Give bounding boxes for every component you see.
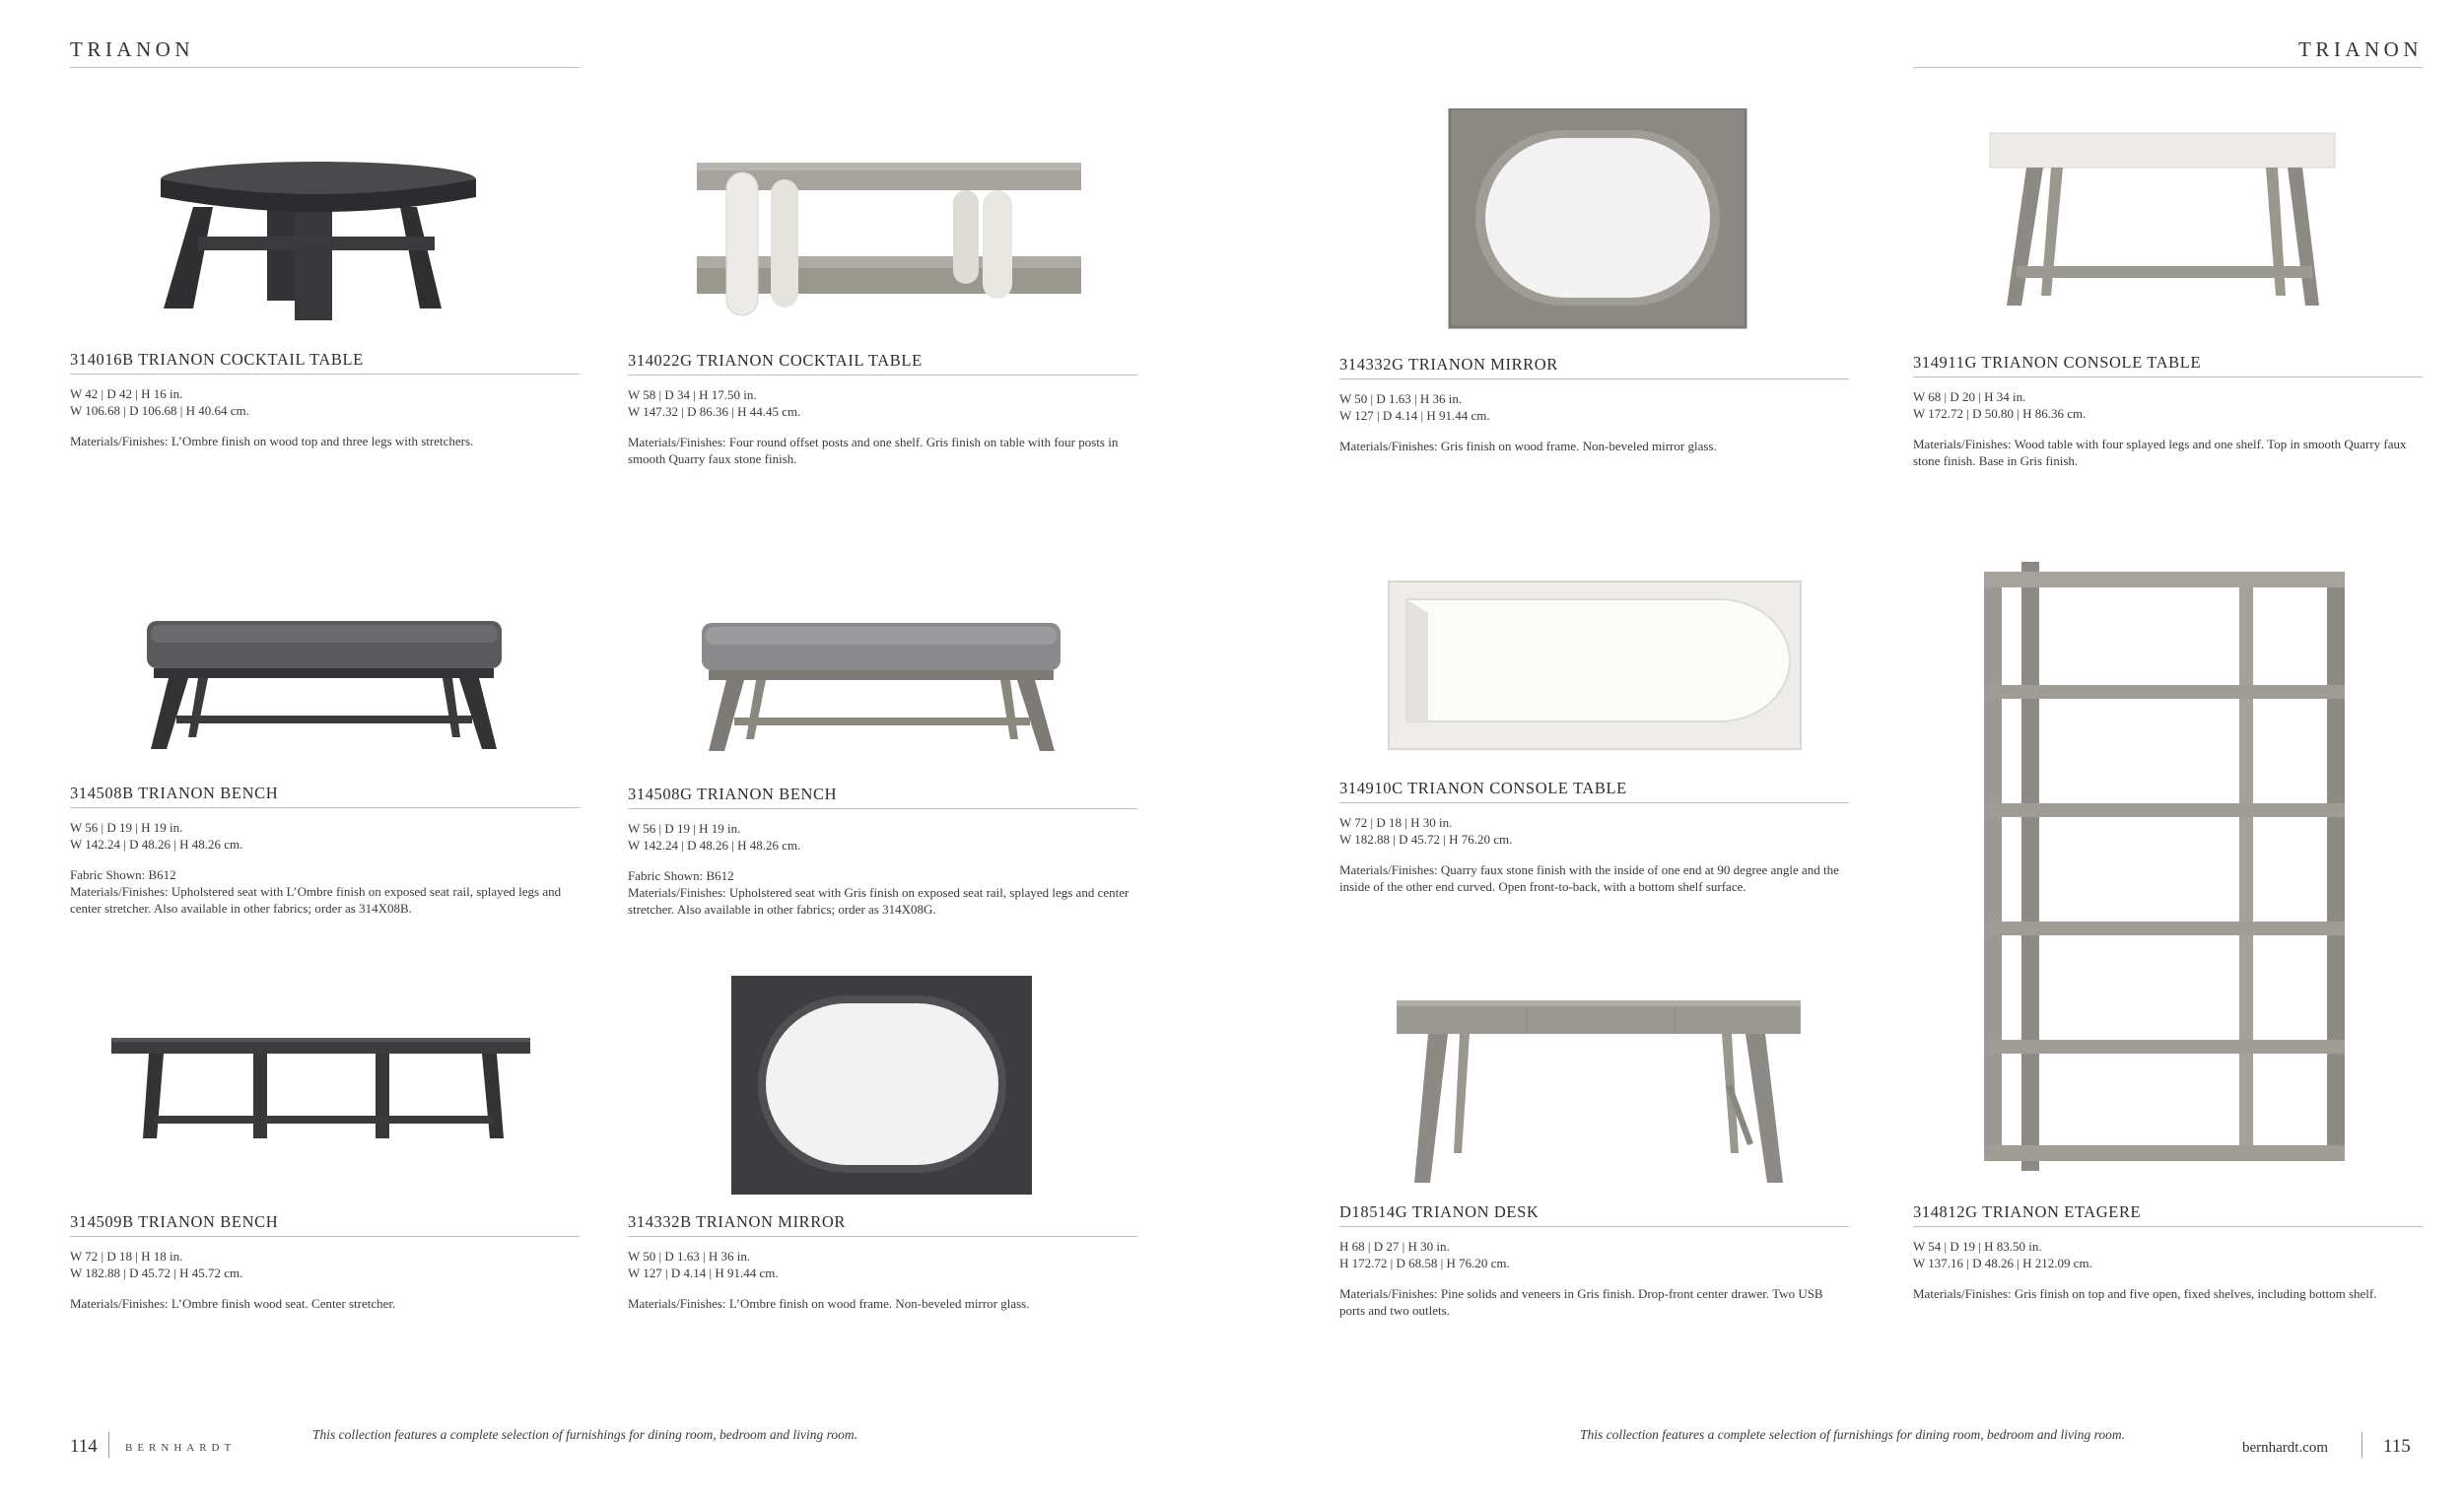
product-title: 314508G TRIANON BENCH — [628, 785, 1137, 809]
product-dimensions — [70, 385, 580, 419]
product-materials: Materials/Finishes: L’Ombre finish on wood frame. Non-beveled mirror glass. — [628, 1296, 1030, 1311]
product-dimensions — [1913, 1238, 2423, 1271]
page-title-left: TRIANON — [70, 37, 194, 61]
footer-divider-left — [108, 1432, 109, 1458]
product-materials: Materials/Finishes: Gris finish on top and five open, fixed shelves, including bottom shelf. — [1913, 1286, 2377, 1301]
product-image — [1339, 995, 1849, 1183]
product-materials: Materials/Finishes: Wood table with four splayed legs and one shelf. Top in smooth Quarry faux stone finish. Base in Gris finish. — [1913, 437, 2407, 468]
product-title: 314332B TRIANON MIRROR — [628, 1212, 1137, 1237]
product-dimensions — [70, 1248, 580, 1281]
dims-imperial: H 68 | D 27 | H 30 in. — [1339, 1239, 1450, 1254]
etagere-gris-image — [1913, 562, 2423, 1173]
product-text — [70, 1212, 580, 1312]
footer-tagline-right: This collection features a complete selection of furnishings for dining room, bedroom and living room. — [1580, 1427, 2125, 1442]
round-cocktail-table-image — [70, 128, 580, 335]
product-text — [1339, 779, 1849, 895]
dims-imperial: W 50 | D 1.63 | H 36 in. — [1339, 391, 1463, 406]
product-title: 314910C TRIANON CONSOLE TABLE — [1339, 779, 1849, 803]
product-image — [70, 1025, 580, 1173]
page-number-right: 115 — [2383, 1436, 2411, 1457]
product-image — [1339, 108, 1849, 330]
dims-metric: W 172.72 | D 50.80 | H 86.36 cm. — [1913, 406, 2087, 421]
wood-bench-dark-image — [70, 1025, 580, 1173]
product-title: 314509B TRIANON BENCH — [70, 1212, 580, 1237]
product-dimensions — [1339, 390, 1849, 424]
product-fabric: Fabric Shown: B612 — [628, 868, 734, 883]
dims-metric: W 147.32 | D 86.36 | H 44.45 cm. — [628, 404, 801, 419]
product-title: 314911G TRIANON CONSOLE TABLE — [1913, 353, 2423, 377]
dims-metric: W 142.24 | D 48.26 | H 48.26 cm. — [628, 838, 801, 853]
product-text — [70, 784, 580, 917]
title-divider-right — [1913, 67, 2423, 68]
upholstered-bench-gris-image — [628, 591, 1137, 779]
page-title-right: TRIANON — [2298, 37, 2423, 61]
product-text — [1913, 353, 2423, 469]
website-link[interactable]: bernhardt.com — [2242, 1440, 2329, 1456]
product-dimensions — [628, 386, 1137, 420]
console-table-quarry-image — [1339, 572, 1849, 759]
product-image — [628, 591, 1137, 779]
product-title: 314022G TRIANON COCKTAIL TABLE — [628, 351, 1137, 376]
dims-metric: W 127 | D 4.14 | H 91.44 cm. — [1339, 408, 1490, 423]
mirror-dark-image — [628, 976, 1137, 1198]
upholstered-bench-dark-image — [70, 591, 580, 779]
title-divider-left — [70, 67, 580, 68]
product-image — [628, 976, 1137, 1198]
brand-logo: BERNHARDT — [125, 1442, 237, 1454]
dims-metric: W 106.68 | D 106.68 | H 40.64 cm. — [70, 403, 249, 418]
mirror-gris-image — [1339, 108, 1849, 330]
product-text — [1913, 1202, 2423, 1302]
product-materials: Materials/Finishes: Quarry faux stone finish with the inside of one end at 90 degree angle and the inside of the other end curved. Open front-to-back, with a bottom shelf surface. — [1339, 862, 1839, 894]
product-materials: Materials/Finishes: Gris finish on wood frame. Non-beveled mirror glass. — [1339, 439, 1717, 453]
dims-metric: W 142.24 | D 48.26 | H 48.26 cm. — [70, 837, 243, 852]
product-image — [1913, 128, 2423, 335]
dims-imperial: W 58 | D 34 | H 17.50 in. — [628, 387, 757, 402]
product-title: 314508B TRIANON BENCH — [70, 784, 580, 808]
dims-metric: W 182.88 | D 45.72 | H 45.72 cm. — [70, 1266, 243, 1280]
dims-metric: W 127 | D 4.14 | H 91.44 cm. — [628, 1266, 779, 1280]
dims-imperial: W 54 | D 19 | H 83.50 in. — [1913, 1239, 2042, 1254]
product-text — [70, 350, 580, 449]
console-table-image — [1913, 128, 2423, 335]
dims-imperial: W 72 | D 18 | H 30 in. — [1339, 815, 1453, 830]
product-materials: Materials/Finishes: Upholstered seat with L’Ombre finish on exposed seat rail, splayed legs and center stretcher. Also available in other fabrics; order as 314X08B. — [70, 884, 562, 916]
dims-imperial: W 56 | D 19 | H 19 in. — [70, 820, 183, 835]
desk-gris-image — [1339, 995, 1849, 1183]
product-dimensions — [1339, 814, 1849, 848]
product-title: 314016B TRIANON COCKTAIL TABLE — [70, 350, 580, 375]
dims-imperial: W 72 | D 18 | H 18 in. — [70, 1249, 183, 1264]
dims-metric: W 137.16 | D 48.26 | H 212.09 cm. — [1913, 1256, 2092, 1270]
product-dimensions — [70, 819, 580, 853]
rectangular-cocktail-table-image — [628, 128, 1137, 335]
product-title: 314812G TRIANON ETAGERE — [1913, 1202, 2423, 1227]
product-fabric: Fabric Shown: B612 — [70, 867, 176, 882]
product-image — [70, 591, 580, 779]
page-number-left: 114 — [70, 1436, 98, 1457]
product-title: D18514G TRIANON DESK — [1339, 1202, 1849, 1227]
dims-metric: H 172.72 | D 68.58 | H 76.20 cm. — [1339, 1256, 1510, 1270]
product-image — [1913, 562, 2423, 1173]
dims-imperial: W 42 | D 42 | H 16 in. — [70, 386, 183, 401]
footer-divider-right — [2361, 1432, 2362, 1458]
product-dimensions — [628, 820, 1137, 854]
dims-imperial: W 56 | D 19 | H 19 in. — [628, 821, 741, 836]
product-dimensions — [628, 1248, 1137, 1281]
dims-imperial: W 68 | D 20 | H 34 in. — [1913, 389, 2026, 404]
product-materials: Materials/Finishes: Pine solids and veneers in Gris finish. Drop-front center drawer. Two USB ports and two outlets. — [1339, 1286, 1823, 1318]
dims-metric: W 182.88 | D 45.72 | H 76.20 cm. — [1339, 832, 1513, 847]
product-materials: Materials/Finishes: L’Ombre finish on wood top and three legs with stretchers. — [70, 434, 474, 448]
product-materials: Materials/Finishes: L’Ombre finish wood seat. Center stretcher. — [70, 1296, 396, 1311]
product-dimensions — [1913, 388, 2423, 422]
product-title: 314332G TRIANON MIRROR — [1339, 355, 1849, 379]
product-materials: Materials/Finishes: Upholstered seat with Gris finish on exposed seat rail, splayed legs and center stretcher. Also available in other fabrics; order as 314X08G. — [628, 885, 1129, 917]
dims-imperial: W 50 | D 1.63 | H 36 in. — [628, 1249, 751, 1264]
product-image — [1339, 572, 1849, 759]
product-text — [1339, 1202, 1849, 1319]
product-text — [628, 785, 1137, 918]
product-text — [1339, 355, 1849, 454]
product-image — [70, 128, 580, 335]
product-dimensions — [1339, 1238, 1849, 1271]
footer-tagline-left: This collection features a complete selection of furnishings for dining room, bedroom and living room. — [312, 1427, 857, 1442]
product-text — [628, 351, 1137, 467]
product-materials: Materials/Finishes: Four round offset posts and one shelf. Gris finish on table with four posts in smooth Quarry faux stone finish. — [628, 435, 1119, 466]
product-text — [628, 1212, 1137, 1312]
product-image — [628, 128, 1137, 335]
